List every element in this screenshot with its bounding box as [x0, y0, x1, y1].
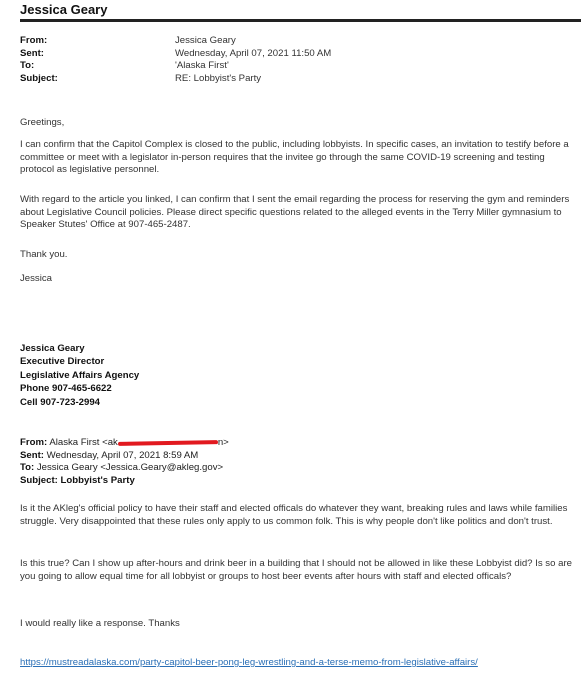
article-link[interactable]: https://mustreadalaska.com/party-capitol-beer-pong-leg-wrestling-and-a-terse-memo-from-legislative-affairs/: [20, 657, 478, 668]
forwarded-subject-row: [20, 475, 229, 488]
redacted-email-region: [118, 437, 218, 450]
forwarded-from-label: From:: [20, 437, 48, 448]
forwarded-sent-label: Sent:: [20, 449, 44, 461]
subject-label: Subject:: [20, 72, 58, 84]
sent-value: Wednesday, April 07, 2021 11:50 AM: [175, 47, 332, 59]
reply-paragraph-2: With regard to the article you linked, I can confirm that I sent the email regarding the process for reserving the gym and reminders about Legislative Council policies. Please direct specific questions related to the alleged events in the Terry Miller gymnasium to Speaker Stutes' Office at 907-465-2487.: [20, 194, 570, 231]
header-from-row: [20, 35, 560, 48]
forwarded-header: [20, 437, 229, 487]
forwarded-sent-row: [20, 450, 229, 463]
forwarded-to-label: To:: [20, 462, 35, 474]
original-paragraph-2: Is this true? Can I show up after-hours and drink beer in a building that I should not be allowed in like these Lobbyist did? Is so are you going to allow equal time for all lobbyist or groups to host beer events after hours with staff and elected officals?: [20, 558, 572, 582]
header-to-row: [20, 60, 560, 73]
signature-agency: Legislative Affairs Agency: [20, 369, 140, 381]
header-sent-row: [20, 48, 560, 61]
from-value: Jessica Geary: [175, 35, 236, 46]
sent-label: Sent:: [20, 47, 44, 59]
to-label: To:: [20, 60, 35, 71]
sender-name-title: Jessica Geary: [20, 2, 108, 17]
header-rule: [20, 19, 581, 22]
original-paragraph-3: I would really like a response. Thanks: [20, 618, 180, 629]
forwarded-subject-label: Subject:: [20, 474, 58, 486]
forwarded-to-row: [20, 462, 229, 475]
email-header: [20, 35, 560, 85]
reply-greeting: Greetings,: [20, 117, 65, 128]
signature-cell: Cell 907-723-2994: [20, 396, 101, 408]
from-label: From:: [20, 35, 48, 46]
signature-block: [20, 342, 139, 409]
reply-signoff: Jessica: [20, 273, 52, 284]
reply-thanks: Thank you.: [20, 249, 68, 260]
to-value: 'Alaska First': [175, 60, 229, 71]
forwarded-from-value-end: n>: [217, 437, 229, 448]
header-subject-row: [20, 73, 560, 86]
reply-paragraph-1: I can confirm that the Capitol Complex is closed to the public, including lobbyists. In specific cases, an invitation to testify before a committee or meet with a legislator in-person requires that the invitee go through the same COVID-19 screening and testing protocol as legislative personnel.: [20, 139, 569, 176]
forwarded-subject-value: Lobbyist's Party: [60, 474, 135, 486]
signature-phone: Phone 907-465-6622: [20, 383, 112, 395]
forwarded-from-value-start: Alaska First <ak: [49, 437, 118, 448]
signature-name: Jessica Geary: [20, 343, 85, 354]
forwarded-sent-value: Wednesday, April 07, 2021 8:59 AM: [46, 449, 199, 461]
forwarded-to-value: Jessica Geary <Jessica.Geary@akleg.gov>: [36, 462, 224, 474]
redaction-mark: [118, 441, 218, 447]
subject-value: RE: Lobbyist's Party: [175, 72, 262, 84]
forwarded-from-row: [20, 437, 229, 450]
signature-title: Executive Director: [20, 356, 105, 368]
original-paragraph-1: Is it the AKleg's official policy to have their staff and elected officals do whatever they want, breaking rules and laws while families struggle. Very disappointed that these rules only apply to us common folk. This is why people don't like politics and don't trust.: [20, 503, 568, 527]
